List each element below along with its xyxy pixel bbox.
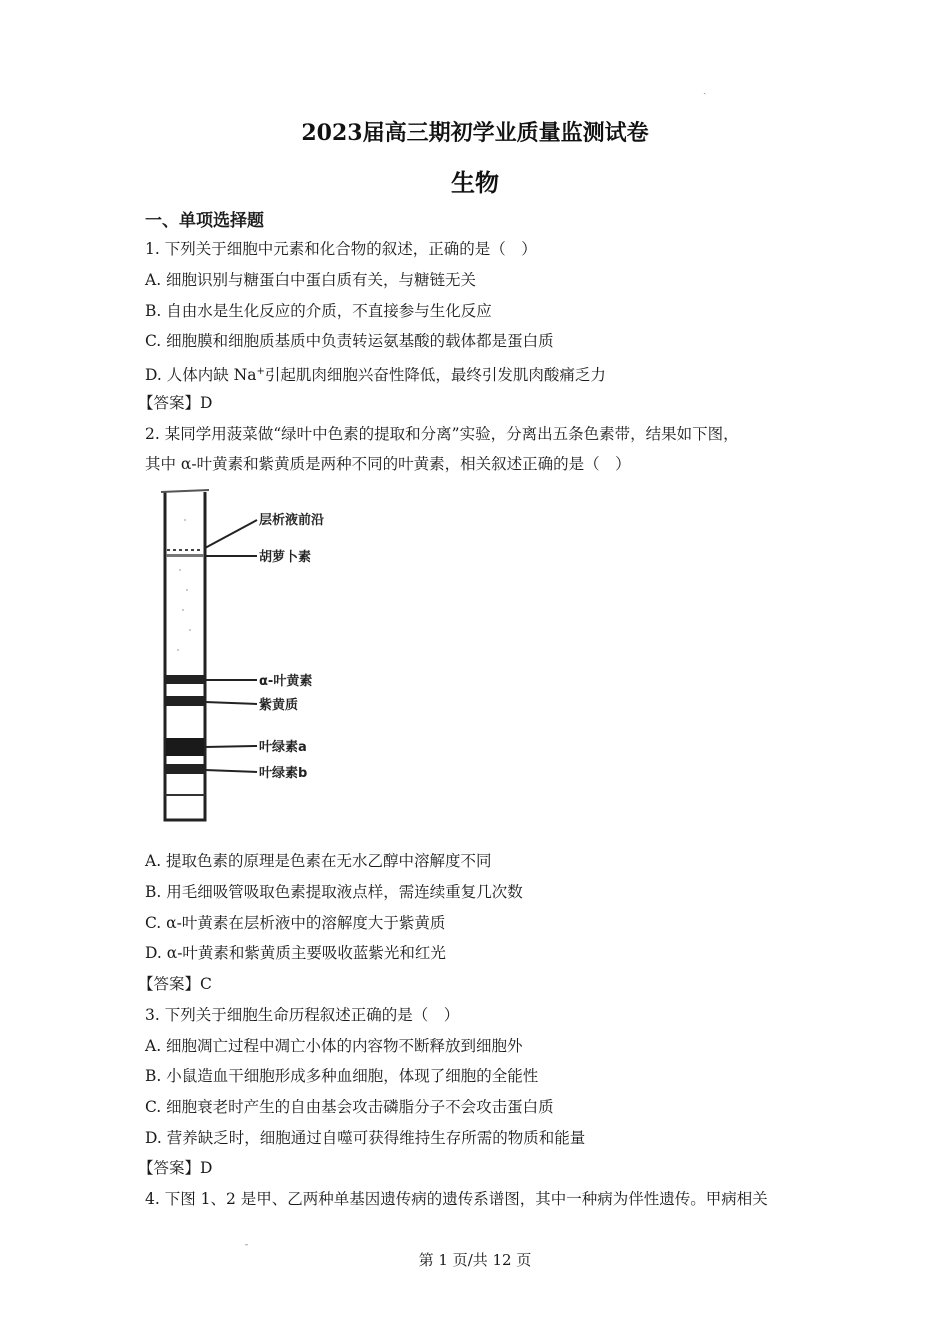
q1-option-b: B. 自由水是生化反应的介质，不直接参与生化反应	[145, 302, 492, 320]
answer-value: D	[200, 1159, 213, 1177]
page-footer: 第 1 页/共 12 页	[418, 1251, 532, 1269]
q1-option-a: A. 细胞识别与糖蛋白中蛋白质有关，与糖链无关	[145, 271, 477, 289]
answer-tag: 【答案】	[138, 394, 201, 412]
q1-option-d-sup: +	[256, 366, 265, 377]
answer-tag: 【答案】	[138, 1159, 201, 1177]
q3-option-d: D. 营养缺乏时，细胞通过自噬可获得维持生存所需的物质和能量	[145, 1129, 586, 1147]
q2-option-d: D. α-叶黄素和紫黄质主要吸收蓝紫光和红光	[145, 944, 446, 962]
exam-title: 2023届高三期初学业质量监测试卷	[301, 120, 649, 146]
band-violaxanthin	[166, 696, 204, 706]
q2-answer	[138, 974, 212, 994]
q1-option-d	[145, 362, 606, 385]
paper-speckles	[177, 519, 191, 651]
q2-option-a: A. 提取色素的原理是色素在无水乙醇中溶解度不同	[145, 852, 492, 870]
leader-chl-a	[205, 746, 257, 747]
q3-option-c: C. 细胞衰老时产生的自由基会攻击磷脂分子不会攻击蛋白质	[145, 1098, 554, 1116]
band-chlorophyll-b	[166, 764, 204, 774]
answer-tag: 【答案】	[138, 975, 201, 993]
label-violaxanthin: 紫黄质	[259, 698, 299, 713]
q1-option-d-text: D. 人体内缺 Na	[145, 366, 257, 385]
scan-mark: ˉ	[244, 1244, 249, 1255]
q3-answer	[138, 1158, 212, 1178]
q3-option-b: B. 小鼠造血干细胞形成多种血细胞，体现了细胞的全能性	[145, 1067, 539, 1085]
q2-stem-line1: 2. 某同学用菠菜做“绿叶中色素的提取和分离”实验，分离出五条色素带，结果如下图，	[145, 425, 739, 443]
chromatography-figure	[145, 480, 365, 840]
answer-value: C	[200, 975, 212, 993]
label-carotene: 胡萝卜素	[259, 550, 312, 565]
q2-stem-line2: 其中 α-叶黄素和紫黄质是两种不同的叶黄素，相关叙述正确的是（ ）	[145, 455, 631, 473]
label-alpha-lutein: α-叶黄素	[259, 674, 313, 689]
leader-violaxanthin	[205, 702, 257, 704]
q1-option-c: C. 细胞膜和细胞质基质中负责转运氨基酸的载体都是蛋白质	[145, 332, 554, 350]
band-carotene	[166, 554, 204, 557]
leader-front	[205, 520, 257, 548]
q3-stem: 3. 下列关于细胞生命历程叙述正确的是（ ）	[145, 1006, 460, 1024]
q2-option-b: B. 用毛细吸管吸取色素提取液点样，需连续重复几次数	[145, 883, 523, 901]
q2-option-c: C. α-叶黄素在层析液中的溶解度大于紫黄质	[145, 914, 446, 932]
label-chlorophyll-b: 叶绿素b	[259, 766, 308, 781]
q3-option-a: A. 细胞凋亡过程中凋亡小体的内容物不断释放到细胞外	[145, 1037, 523, 1055]
q4-stem: 4. 下图 1、2 是甲、乙两种单基因遗传病的遗传系谱图，其中一种病为伴性遗传。甲病相关	[145, 1190, 768, 1208]
paper-strip-top	[161, 490, 209, 492]
q1-option-d-text-rest: 引起肌肉细胞兴奋性降低，最终引发肌肉酸痛乏力	[264, 366, 606, 385]
band-alpha-lutein	[166, 675, 204, 684]
scan-mark: ˎ	[703, 84, 707, 95]
label-solvent-front: 层析液前沿	[259, 513, 325, 528]
band-chlorophyll-a	[166, 738, 204, 756]
q1-stem: 1. 下列关于细胞中元素和化合物的叙述，正确的是（ ）	[145, 240, 537, 258]
label-chlorophyll-a: 叶绿素a	[259, 740, 307, 755]
leader-chl-b	[205, 770, 257, 772]
section-heading: 一、单项选择题	[145, 211, 264, 231]
answer-value: D	[200, 394, 213, 412]
exam-subject: 生物	[451, 168, 499, 197]
q1-answer	[138, 393, 212, 413]
